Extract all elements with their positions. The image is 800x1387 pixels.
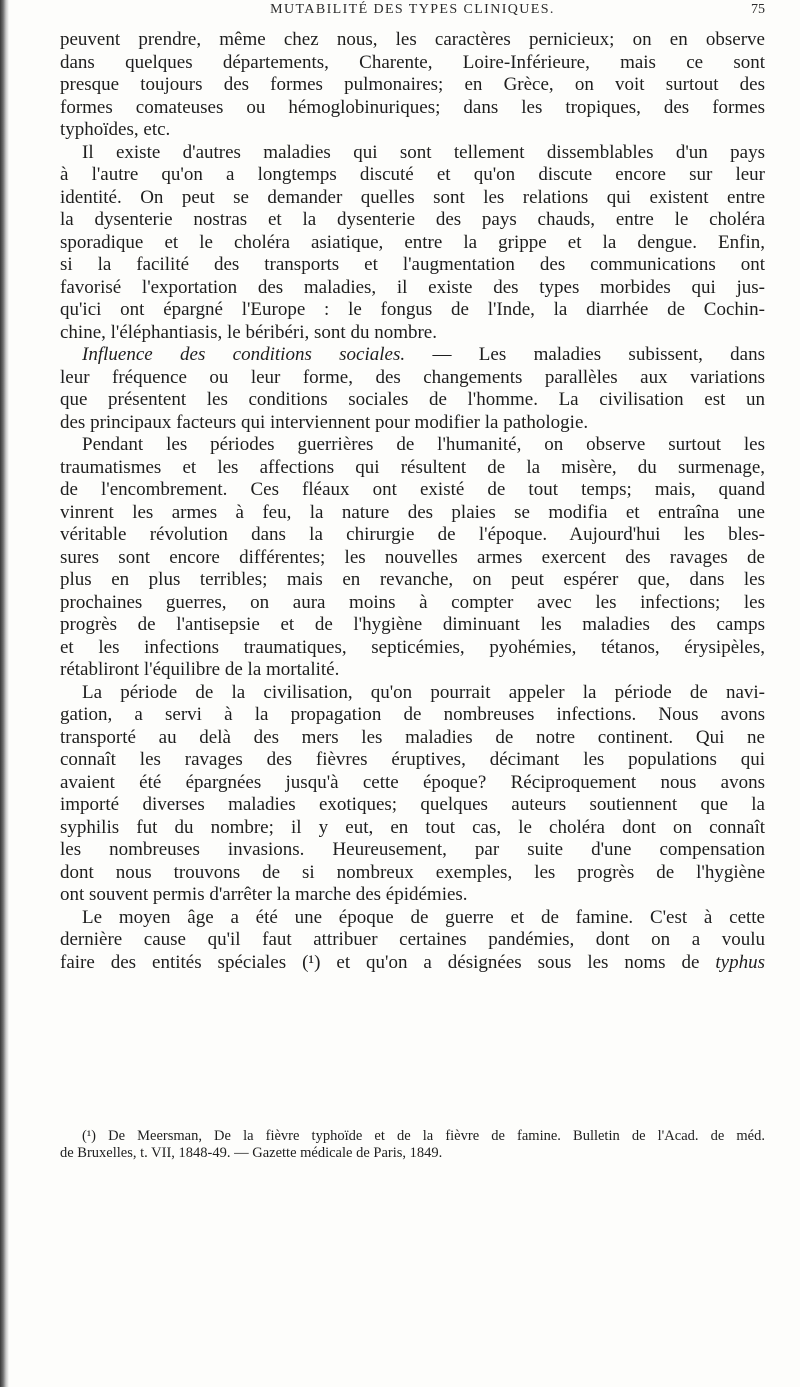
- running-title: MUTABILITÉ DES TYPES CLINIQUES.: [270, 2, 555, 17]
- text-line: de l'encombrement. Ces fléaux ont existé de tout temps; mais, quand: [60, 479, 765, 500]
- text-line: Il existe d'autres maladies qui sont tellement dissemblables d'un pays: [82, 141, 765, 163]
- body-text: [60, 29, 765, 974]
- text-line: si la facilité des transports et l'augmentation des communications ont: [60, 254, 765, 275]
- typhus-word: typhus: [715, 951, 765, 973]
- section-heading-rest: — Les maladies subissent, dans: [405, 344, 765, 365]
- text-line: que présentent les conditions sociales de l'homme. La civilisation est un: [60, 389, 765, 410]
- page-number: 75: [751, 2, 765, 17]
- text-line: typhoïdes, etc.: [60, 119, 171, 140]
- text-line: plus en plus terribles; mais en revanche, on peut espérer que, dans les: [60, 569, 765, 590]
- section-heading-line: [60, 344, 765, 367]
- text-line: Le moyen âge a été une époque de guerre et de famine. C'est à cette: [82, 906, 765, 928]
- text-line: vinrent les armes à feu, la nature des plaies se modifia et entraîna une: [60, 501, 765, 523]
- text-line: sures sont encore différentes; les nouvelles armes exercent des ravages de: [60, 546, 765, 568]
- text-line: chine, l'éléphantiasis, le béribéri, sont du nombre.: [60, 321, 437, 343]
- text-line: et les infections traumatiques, septicémies, pyohémies, tétanos, érysipèles,: [60, 636, 765, 658]
- text-line: rétabliront l'équilibre de la mortalité.: [60, 659, 340, 680]
- text-line: les nombreuses invasions. Heureusement, par suite d'une compensation: [60, 839, 765, 860]
- text-line: des principaux facteurs qui interviennent pour modifier la pathologie.: [60, 411, 589, 433]
- text-line: avaient été épargnées jusqu'à cette époque? Réciproquement nous avons: [60, 771, 765, 793]
- text-line: La période de la civilisation, qu'on pourrait appeler la période de navi-: [82, 681, 765, 703]
- text-line: ont souvent permis d'arrêter la marche des épidémies.: [60, 884, 468, 905]
- text-line: favorisé l'exportation des maladies, il existe des types morbides qui jus-: [60, 276, 765, 298]
- text-line: identité. On peut se demander quelles sont les relations qui existent entre: [60, 186, 765, 208]
- text-line: traumatismes et les affections qui résultent de la misère, du surmenage,: [60, 456, 765, 478]
- binding-edge: [0, 0, 9, 1387]
- text-line: peuvent prendre, même chez nous, les caractères pernicieux; on en observe: [60, 29, 765, 50]
- text-line: véritable révolution dans la chirurgie de l'époque. Aujourd'hui les bles-: [60, 524, 765, 545]
- text-line: progrès de l'antisepsie et de l'hygiène diminuant les maladies des camps: [60, 614, 765, 635]
- text-line: leur fréquence ou leur forme, des changements parallèles aux variations: [60, 366, 765, 388]
- text-line: importé diverses maladies exotiques; quelques auteurs soutiennent que la: [60, 794, 765, 815]
- footnotes: [60, 1128, 765, 1162]
- text-line: Pendant les périodes guerrières de l'humanité, on observe surtout les: [82, 434, 765, 455]
- text-line: gation, a servi à la propagation de nombreuses infections. Nous avons: [60, 704, 765, 725]
- text-line: dans quelques départements, Charente, Loire-Inférieure, mais ce sont: [60, 51, 765, 73]
- text-line: qu'ici ont épargné l'Europe : le fongus de l'Inde, la diarrhée de Cochin-: [60, 299, 765, 320]
- text-line-typhus: [60, 952, 765, 975]
- footnote-line: de Bruxelles, t. VII, 1848-49. — Gazette médicale de Paris, 1849.: [60, 1145, 443, 1161]
- text-line: connaît les ravages des fièvres éruptives, décimant les populations qui: [60, 749, 765, 770]
- section-heading: Influence des conditions sociales.: [82, 344, 406, 365]
- text-line: à l'autre qu'on a longtemps discuté et qu'on discute encore sur leur: [60, 164, 765, 185]
- text-line: dont nous trouvons de si nombreux exemples, les progrès de l'hygiène: [60, 861, 765, 883]
- text-line: la dysenterie nostras et la dysenterie des pays chauds, entre le choléra: [60, 209, 765, 230]
- text-line: formes comateuses ou hémoglobinuriques; dans les tropiques, des formes: [60, 96, 765, 118]
- text-line: presque toujours des formes pulmonaires; en Grèce, on voit surtout des: [60, 74, 765, 95]
- running-head: [60, 2, 765, 24]
- text-line: transporté au delà des mers les maladies de notre continent. Qui ne: [60, 726, 765, 748]
- text-line: sporadique et le choléra asiatique, entre la grippe et la dengue. Enfin,: [60, 231, 765, 253]
- text-line: dernière cause qu'il faut attribuer certaines pandémies, dont on a voulu: [60, 929, 765, 950]
- text-line: syphilis fut du nombre; il y eut, en tout cas, le choléra dont on connaît: [60, 816, 765, 838]
- footnote-line: (¹) De Meersman, De la fièvre typhoïde et de la fièvre de famine. Bulletin de l'Acad. de méd.: [82, 1128, 765, 1144]
- text-before-typhus: faire des entités spéciales (¹) et qu'on a désignées sous les noms de: [60, 951, 716, 973]
- text-line: prochaines guerres, on aura moins à compter avec les infections; les: [60, 591, 765, 613]
